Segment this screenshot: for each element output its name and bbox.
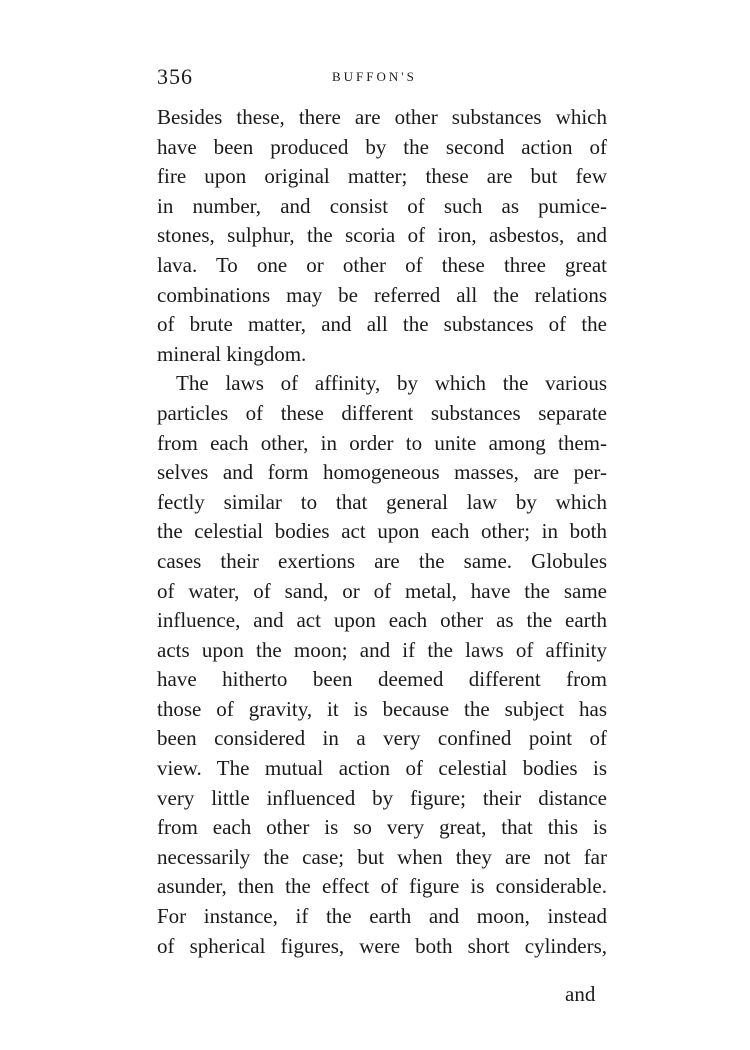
text-line: mineral kingdom.: [157, 341, 307, 366]
text-line: from each other is so very great, that this is: [157, 815, 607, 840]
text-line: lava. To one or other of these three great: [157, 252, 607, 277]
text-line: selves and form homogeneous masses, are per-: [157, 460, 607, 485]
text-line: in number, and consist of such as pumice-: [157, 193, 607, 218]
text-line: view. The mutual action of celestial bodies is: [157, 756, 607, 781]
page-number: 356: [157, 64, 193, 89]
text-line: the celestial bodies act upon each other; in both: [157, 519, 607, 544]
text-line: combinations may be referred all the relations: [157, 282, 607, 307]
text-line: The laws of affinity, by which the various: [176, 371, 607, 396]
body-text: [157, 103, 607, 961]
text-line: particles of these different substances separate: [157, 400, 607, 425]
text-line: from each other, in order to unite among them-: [157, 430, 607, 455]
text-line: acts upon the moon; and if the laws of affinity: [157, 637, 607, 662]
text-line: asunder, then the effect of figure is considerable.: [157, 874, 607, 899]
text-line: cases their exertions are the same. Globules: [157, 548, 607, 573]
text-line: of water, of sand, or of metal, have the same: [157, 578, 607, 603]
text-line: Besides these, there are other substances which: [157, 105, 607, 129]
text-line: For instance, if the earth and moon, instead: [157, 904, 607, 929]
text-line: have been produced by the second action of: [157, 134, 607, 159]
text-line: fire upon original matter; these are but few: [157, 164, 607, 189]
text-line: been considered in a very confined point of: [157, 726, 607, 751]
text-line: necessarily the case; but when they are not far: [157, 844, 607, 869]
text-line: those of gravity, it is because the subject has: [157, 696, 607, 721]
page-header: [157, 64, 607, 94]
text-line: influence, and act upon each other as the earth: [157, 608, 607, 633]
text-line: of brute matter, and all the substances of the: [157, 312, 607, 337]
text-line: have hitherto been deemed different from: [157, 667, 607, 692]
text-line: of spherical figures, were both short cylinders,: [157, 933, 607, 958]
text-line: very little influenced by figure; their distance: [157, 785, 607, 810]
running-head: BUFFON'S: [332, 69, 417, 84]
text-line: fectly similar to that general law by which: [157, 489, 607, 514]
catchword: and: [565, 982, 596, 1006]
text-line: stones, sulphur, the scoria of iron, asbestos, and: [157, 223, 607, 248]
